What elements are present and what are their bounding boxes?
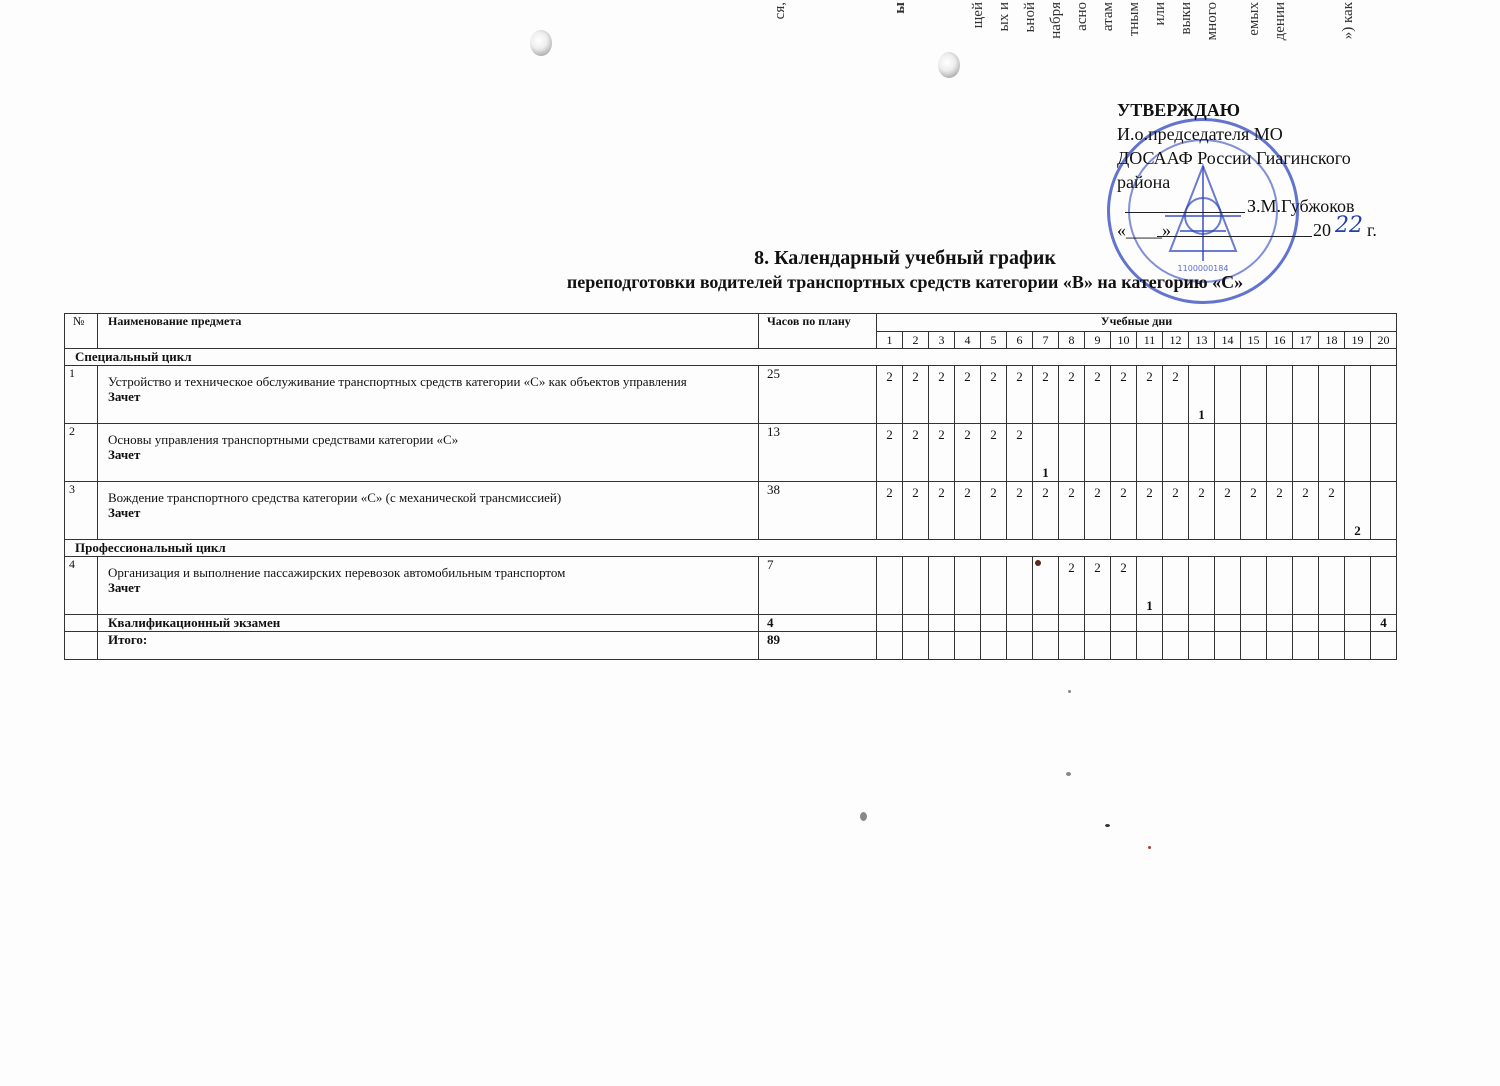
day-number: 13	[1189, 331, 1215, 349]
day-hours: 2	[1302, 485, 1309, 500]
day-hours: 2	[1094, 560, 1101, 575]
bleed-fragment: ы	[892, 2, 908, 14]
day-cell	[1189, 557, 1215, 615]
day-cell	[1215, 366, 1241, 424]
table-row	[65, 424, 1397, 482]
day-exam-hours: 2	[1354, 523, 1361, 538]
day-cell	[1267, 632, 1293, 660]
day-cell	[1319, 632, 1345, 660]
bleed-fragment: атам	[1100, 2, 1116, 32]
day-hours: 2	[1016, 427, 1023, 442]
row-number: 3	[65, 482, 98, 540]
day-number: 4	[955, 331, 981, 349]
bleed-fragment: щей	[970, 2, 986, 29]
day-cell	[1111, 424, 1137, 482]
day-cell	[1033, 482, 1059, 540]
signature-underline	[1125, 212, 1245, 213]
day-cell	[1189, 615, 1215, 632]
day-number: 3	[929, 331, 955, 349]
day-hours: 2	[1068, 369, 1075, 384]
approval-date	[1117, 213, 1457, 244]
day-hours: 2	[964, 427, 971, 442]
day-cell	[1371, 482, 1397, 540]
day-cell	[1007, 482, 1033, 540]
bleed-fragment: ся,	[772, 2, 788, 20]
table-row	[65, 366, 1397, 424]
day-number: 20	[1371, 331, 1397, 349]
day-hours: 2	[1120, 485, 1127, 500]
day-hours: 2	[912, 485, 919, 500]
header-num: №	[65, 314, 98, 349]
day-cell	[1085, 557, 1111, 615]
day-cell	[1059, 632, 1085, 660]
day-hours: 2	[1094, 369, 1101, 384]
subject-cell	[98, 424, 759, 482]
day-cell	[1293, 482, 1319, 540]
day-exam-hours: 1	[1042, 465, 1049, 480]
day-cell	[1371, 424, 1397, 482]
day-hours: 2	[938, 485, 945, 500]
day-hours: 2	[938, 427, 945, 442]
day-number: 7	[1033, 331, 1059, 349]
day-cell	[1163, 366, 1189, 424]
hours-cell: 13	[759, 424, 877, 482]
day-cell	[1267, 557, 1293, 615]
day-cell	[1085, 482, 1111, 540]
day-cell	[929, 482, 955, 540]
day-cell	[1111, 632, 1137, 660]
day-cell	[955, 482, 981, 540]
day-cell	[1085, 366, 1111, 424]
day-cell	[1319, 366, 1345, 424]
section-row-special	[65, 349, 1397, 366]
day-cell	[1293, 557, 1319, 615]
day-exam-hours: 1	[1198, 407, 1205, 422]
day-cell	[1189, 632, 1215, 660]
day-number: 2	[903, 331, 929, 349]
bleed-fragment: много	[1204, 2, 1220, 41]
approval-heading: УТВЕРЖДАЮ	[1117, 100, 1241, 120]
punch-hole-mark	[938, 52, 960, 78]
schedule-table	[64, 313, 1397, 660]
hours-cell: 4	[759, 615, 877, 632]
subject-name: Устройство и техническое обслуживание транспортных средств категории «С» как объектов управления	[108, 374, 687, 389]
day-hours: 2	[1120, 560, 1127, 575]
day-cell	[1293, 366, 1319, 424]
bleed-fragment: асно	[1074, 2, 1090, 31]
day-cell	[1033, 366, 1059, 424]
bleed-fragment: набря	[1048, 2, 1064, 39]
subject-exam-label: Зачет	[108, 505, 141, 520]
day-cell	[955, 632, 981, 660]
day-number: 19	[1345, 331, 1371, 349]
row-number	[65, 615, 98, 632]
day-exam-hours: 1	[1146, 598, 1153, 613]
day-cell	[1085, 615, 1111, 632]
document-title	[300, 246, 1500, 294]
day-number: 9	[1085, 331, 1111, 349]
day-cell	[929, 632, 955, 660]
day-hours: 2	[1094, 485, 1101, 500]
day-hours: 2	[1146, 485, 1153, 500]
table-row	[65, 482, 1397, 540]
day-cell	[1345, 482, 1371, 540]
day-cell	[877, 366, 903, 424]
day-hours: 2	[1068, 560, 1075, 575]
day-hours: 2	[990, 485, 997, 500]
day-cell	[1215, 557, 1241, 615]
day-cell	[1345, 632, 1371, 660]
signature-line	[1117, 194, 1457, 218]
subject-name: Основы управления транспортными средствами категории «С»	[108, 432, 459, 447]
date-year-prefix: 20	[1313, 220, 1331, 240]
day-cell	[1163, 482, 1189, 540]
date-year-suffix: г.	[1367, 220, 1377, 240]
bleed-fragment: выки	[1178, 2, 1194, 35]
day-hours: 2	[1146, 369, 1153, 384]
day-cell	[1241, 366, 1267, 424]
day-cell	[1163, 424, 1189, 482]
day-cell	[1059, 615, 1085, 632]
approval-block	[1117, 98, 1457, 244]
day-hours: 2	[1120, 369, 1127, 384]
day-hours: 2	[1328, 485, 1335, 500]
day-cell	[1085, 424, 1111, 482]
day-hours: 2	[1172, 369, 1179, 384]
table-header-row	[65, 314, 1397, 332]
day-cell	[1293, 615, 1319, 632]
day-cell	[1137, 482, 1163, 540]
day-cell	[929, 557, 955, 615]
row-number: 2	[65, 424, 98, 482]
day-cell	[1241, 632, 1267, 660]
section-row-professional	[65, 540, 1397, 557]
bleed-fragment: ых и	[996, 2, 1012, 32]
approval-position-line2: ДОСААФ России Гиагинского	[1117, 148, 1351, 168]
day-cell	[1345, 424, 1371, 482]
day-cell	[1111, 557, 1137, 615]
punch-hole-mark	[530, 30, 552, 56]
day-hours: 2	[886, 485, 893, 500]
day-cell	[1215, 424, 1241, 482]
row-number	[65, 632, 98, 660]
day-cell	[1215, 632, 1241, 660]
bleed-fragment: дении	[1272, 2, 1288, 41]
day-hours: 2	[964, 369, 971, 384]
day-cell	[877, 557, 903, 615]
day-cell	[1059, 482, 1085, 540]
day-cell	[1189, 366, 1215, 424]
day-cell	[955, 615, 981, 632]
day-cell	[981, 632, 1007, 660]
day-number: 8	[1059, 331, 1085, 349]
hours-cell: 38	[759, 482, 877, 540]
header-days: Учебные дни	[877, 314, 1397, 332]
section-label: Профессиональный цикл	[65, 540, 1397, 557]
day-cell	[1033, 615, 1059, 632]
day-cell	[1371, 366, 1397, 424]
bleed-through-text	[760, 0, 1410, 60]
day-cell	[903, 557, 929, 615]
approval-position-line3: района	[1117, 172, 1171, 192]
day-hours: 2	[912, 369, 919, 384]
day-cell	[1163, 615, 1189, 632]
day-cell	[1345, 557, 1371, 615]
day-cell	[929, 424, 955, 482]
day-cell	[1319, 482, 1345, 540]
day-cell	[1215, 482, 1241, 540]
day-cell	[903, 424, 929, 482]
bleed-fragment: тным	[1126, 2, 1142, 37]
day-cell	[1111, 615, 1137, 632]
day-cell	[877, 615, 903, 632]
subject-exam-label: Зачет	[108, 580, 141, 595]
day-cell	[1371, 632, 1397, 660]
day-cell	[1267, 424, 1293, 482]
stamp-ogrn: 1100000184	[1177, 264, 1229, 273]
title-line2: переподготовки водителей транспортных средств категории «В» на категорию «С»	[566, 272, 1244, 292]
day-cell	[1345, 615, 1371, 632]
day-hours: 2	[912, 427, 919, 442]
subject-cell	[98, 557, 759, 615]
day-cell	[1007, 366, 1033, 424]
hours-cell: 25	[759, 366, 877, 424]
subject-exam-label: Зачет	[108, 447, 141, 462]
day-cell	[1267, 482, 1293, 540]
day-number: 14	[1215, 331, 1241, 349]
day-number: 5	[981, 331, 1007, 349]
day-hours: 2	[938, 369, 945, 384]
total-label: Итого:	[98, 632, 759, 660]
day-hours: 2	[1250, 485, 1257, 500]
day-cell	[1293, 632, 1319, 660]
date-year-handwritten: 22	[1335, 213, 1363, 238]
approval-position-line1: И.о.председателя МО	[1117, 124, 1283, 144]
day-number: 6	[1007, 331, 1033, 349]
day-cell	[1007, 615, 1033, 632]
ink-dot	[1035, 560, 1041, 566]
day-hours: 2	[964, 485, 971, 500]
day-cell	[1059, 557, 1085, 615]
day-cell	[1293, 424, 1319, 482]
day-cell	[1137, 632, 1163, 660]
section-label: Специальный цикл	[65, 349, 1397, 366]
day-cell	[1215, 615, 1241, 632]
day-cell	[903, 615, 929, 632]
day-cell	[1163, 557, 1189, 615]
day-cell	[955, 557, 981, 615]
row-number: 4	[65, 557, 98, 615]
day-cell	[1267, 366, 1293, 424]
day-cell	[877, 424, 903, 482]
day-cell	[981, 366, 1007, 424]
day-cell	[1007, 424, 1033, 482]
day-cell	[1137, 366, 1163, 424]
day-hours: 2	[1042, 485, 1049, 500]
bleed-fragment: ») как	[1340, 2, 1356, 40]
day-hours: 2	[1016, 369, 1023, 384]
day-cell	[1241, 482, 1267, 540]
table-row	[65, 557, 1397, 615]
day-number: 17	[1293, 331, 1319, 349]
subject-cell	[98, 482, 759, 540]
day-cell	[1163, 632, 1189, 660]
day-cell	[1241, 557, 1267, 615]
day-hours: 2	[990, 369, 997, 384]
day-cell	[1319, 424, 1345, 482]
day-cell	[929, 366, 955, 424]
day-hours: 2	[1198, 485, 1205, 500]
day-cell	[877, 632, 903, 660]
day-number: 10	[1111, 331, 1137, 349]
day-number: 1	[877, 331, 903, 349]
bleed-fragment: ьной	[1022, 2, 1038, 33]
subject-name: Организация и выполнение пассажирских перевозок автомобильным транспортом	[108, 565, 566, 580]
day-cell	[1033, 557, 1059, 615]
day-cell	[981, 615, 1007, 632]
day-cell	[1319, 557, 1345, 615]
day-hours: 2	[886, 427, 893, 442]
day-cell	[1241, 424, 1267, 482]
day-hours: 2	[1172, 485, 1179, 500]
day-cell	[955, 424, 981, 482]
day-cell	[1267, 615, 1293, 632]
day-hours: 2	[886, 369, 893, 384]
day-cell	[981, 482, 1007, 540]
day-cell	[1189, 424, 1215, 482]
header-subject: Наименование предмета	[98, 314, 759, 349]
date-day-placeholder: «____»	[1117, 220, 1171, 240]
bleed-fragment: емых	[1246, 2, 1262, 36]
day-cell	[1345, 366, 1371, 424]
day-hours: 2	[990, 427, 997, 442]
day-number: 12	[1163, 331, 1189, 349]
day-hours: 2	[1042, 369, 1049, 384]
total-row	[65, 632, 1397, 660]
day-hours: 2	[1016, 485, 1023, 500]
header-hours: Часов по плану	[759, 314, 877, 349]
day-cell	[981, 557, 1007, 615]
day-number: 15	[1241, 331, 1267, 349]
subject-cell	[98, 366, 759, 424]
day-cell: 4	[1371, 615, 1397, 632]
day-number: 11	[1137, 331, 1163, 349]
day-cell	[903, 366, 929, 424]
day-cell	[1085, 632, 1111, 660]
day-hours: 2	[1276, 485, 1283, 500]
day-cell	[1059, 424, 1085, 482]
day-cell	[981, 424, 1007, 482]
day-number: 18	[1319, 331, 1345, 349]
subject-exam-label: Зачет	[108, 389, 141, 404]
day-cell	[1033, 632, 1059, 660]
day-cell	[1033, 424, 1059, 482]
day-cell	[1189, 482, 1215, 540]
day-cell	[1371, 557, 1397, 615]
day-cell	[929, 615, 955, 632]
day-cell	[877, 482, 903, 540]
row-number: 1	[65, 366, 98, 424]
day-cell	[1241, 615, 1267, 632]
date-month-underline	[1157, 236, 1312, 237]
day-number: 16	[1267, 331, 1293, 349]
day-cell	[1007, 632, 1033, 660]
total-hours: 89	[759, 632, 877, 660]
day-cell	[1007, 557, 1033, 615]
title-line1: 8. Календарный учебный график	[754, 247, 1056, 269]
day-cell	[1059, 366, 1085, 424]
day-cell	[1137, 615, 1163, 632]
signatory-name: З.М.Губжоков	[1247, 196, 1355, 216]
hours-cell: 7	[759, 557, 877, 615]
day-hours: 2	[1068, 485, 1075, 500]
day-hours: 2	[1224, 485, 1231, 500]
day-cell	[903, 632, 929, 660]
bleed-fragment: или	[1152, 2, 1168, 26]
subject-name: Вождение транспортного средства категории «С» (с механической трансмиссией)	[108, 490, 562, 505]
exam-label: Квалификационный экзамен	[98, 615, 759, 632]
exam-row	[65, 615, 1397, 632]
day-cell	[1137, 424, 1163, 482]
day-cell	[1137, 557, 1163, 615]
day-cell	[1319, 615, 1345, 632]
day-cell	[1111, 366, 1137, 424]
day-cell	[903, 482, 929, 540]
day-cell	[1111, 482, 1137, 540]
day-cell	[955, 366, 981, 424]
